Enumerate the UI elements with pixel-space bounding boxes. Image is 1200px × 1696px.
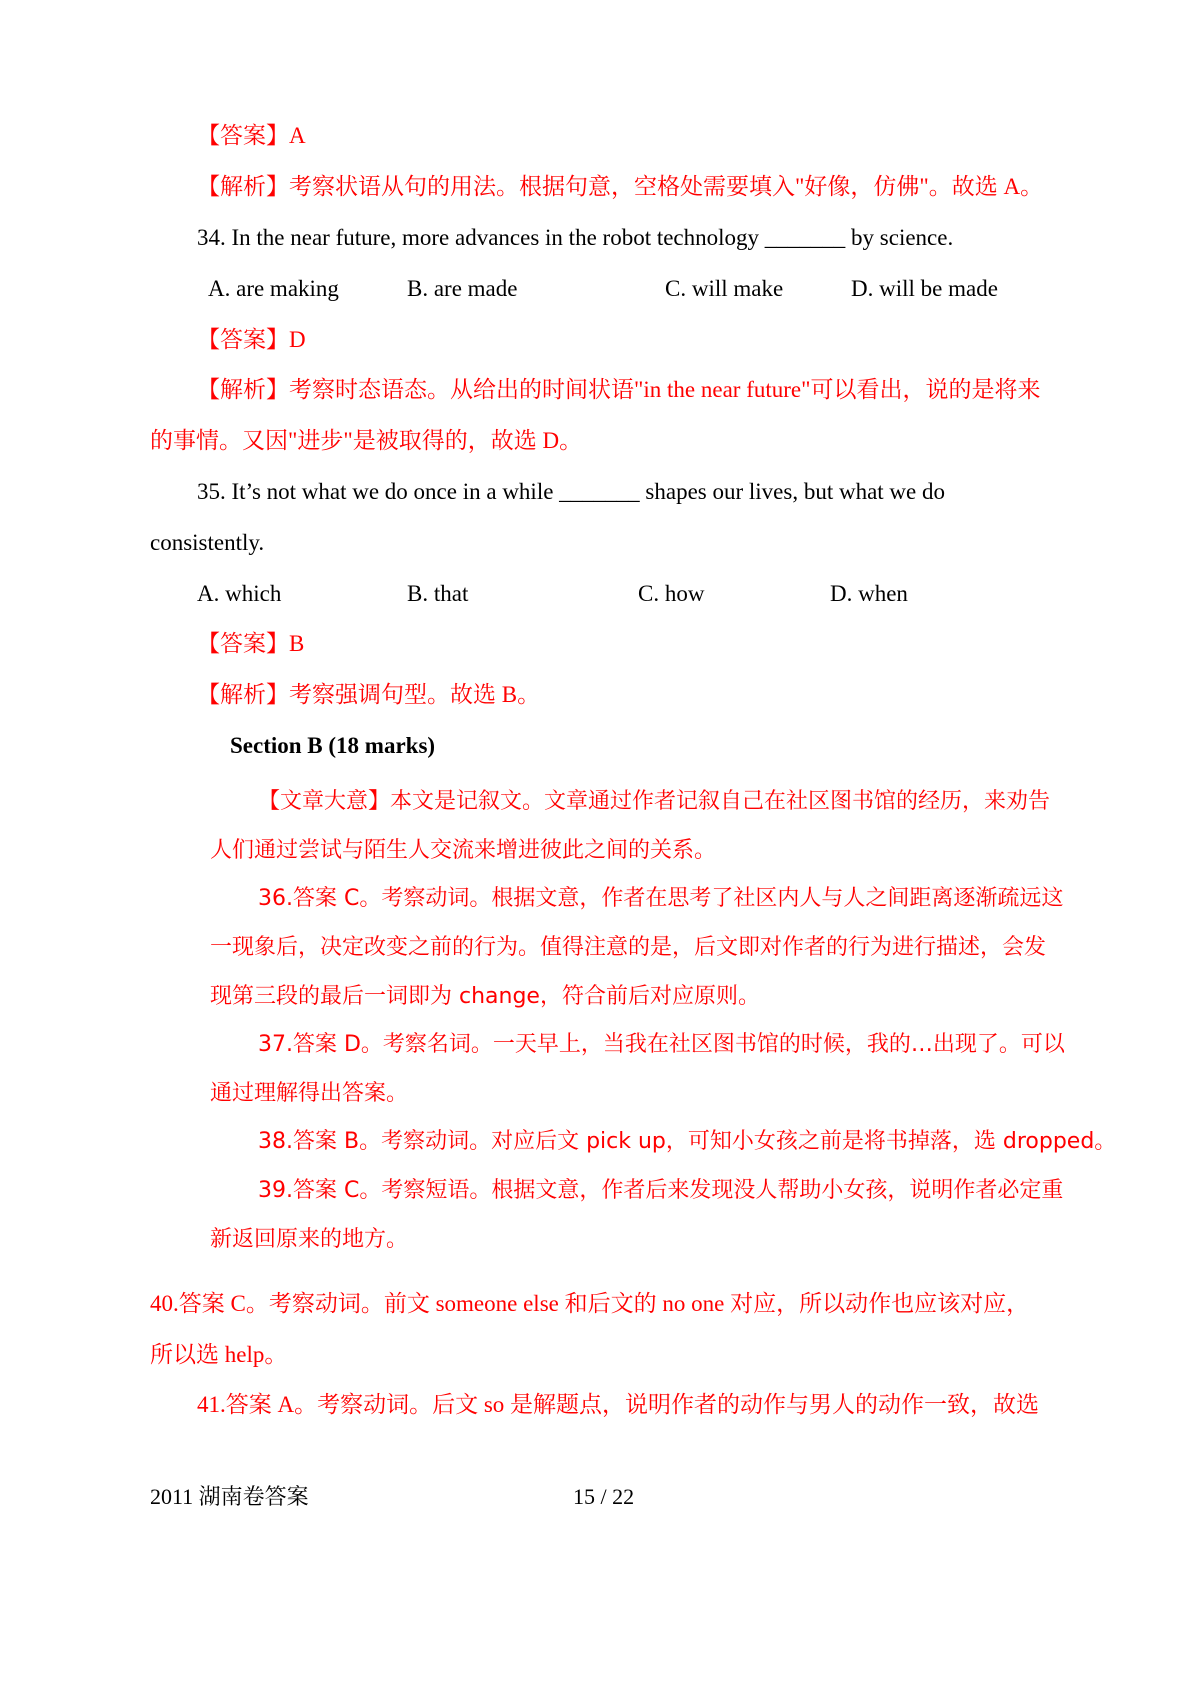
answer-38: 38.答案 B。考察动词。对应后文 pick up，可知小女孩之前是将书掉落，选 dropped。 — [258, 1129, 1117, 1154]
q34-analysis-line2: 的事情。又因"进步"是被取得的，故选 D。 — [150, 428, 583, 453]
q35-option-c: C. how — [638, 581, 705, 606]
answer-36-line3: 现第三段的最后一词即为 change，符合前后对应原则。 — [210, 984, 760, 1009]
section-b-summary-line1: 【文章大意】本文是记叙文。文章通过作者记叙自己在社区图书馆的经历，来劝告 — [258, 789, 1051, 814]
q34-option-d: D. will be made — [851, 276, 998, 301]
q34-analysis-line1: 【解析】考察时态语态。从给出的时间状语"in the near future"可以看出，说的是将来 — [197, 377, 1041, 402]
section-b-heading: Section B (18 marks) — [230, 733, 436, 758]
q35-analysis: 【解析】考察强调句型。故选 B。 — [197, 682, 541, 707]
q34-option-c: C. will make — [665, 276, 784, 301]
answer-37-line1: 37.答案 D。考察名词。一天早上，当我在社区图书馆的时候，我的…出现了。可以 — [258, 1032, 1065, 1057]
answer-39-line2: 新返回原来的地方。 — [210, 1227, 409, 1252]
q34-stem: 34. In the near future, more advances in the robot technology _______ by science. — [197, 225, 954, 250]
answer-36-line1: 36.答案 C。考察动词。根据文意，作者在思考了社区内人与人之间距离逐渐疏远这 — [258, 886, 1064, 911]
answer-41-line1: 41.答案 A。考察动词。后文 so 是解题点，说明作者的动作与男人的动作一致，故选 — [197, 1392, 1040, 1417]
q35-answer: 【答案】B — [197, 631, 305, 656]
q34-option-a: A. are making — [208, 276, 339, 301]
footer-title: 2011 湖南卷答案 — [150, 1484, 309, 1509]
answer-37-line2: 通过理解得出答案。 — [210, 1081, 409, 1106]
q35-option-b: B. that — [407, 581, 469, 606]
q35-stem-line1: 35. It’s not what we do once in a while _______ shapes our lives, but what we do — [197, 479, 946, 504]
q34-option-b: B. are made — [407, 276, 518, 301]
q35-option-a: A. which — [197, 581, 282, 606]
q33-analysis: 【解析】考察状语从句的用法。根据句意，空格处需要填入"好像，仿佛"。故选 A。 — [197, 174, 1044, 199]
page-number: 15 / 22 — [573, 1484, 635, 1509]
q34-answer: 【答案】D — [197, 327, 306, 352]
answer-40-line2: 所以选 help。 — [150, 1342, 288, 1367]
q33-answer: 【答案】A — [197, 123, 306, 148]
answer-40-line1: 40.答案 C。考察动词。前文 someone else 和后文的 no one 对应，所以动作也应该对应， — [150, 1291, 1030, 1316]
answer-36-line2: 一现象后，决定改变之前的行为。值得注意的是，后文即对作者的行为进行描述，会发 — [210, 935, 1047, 960]
q35-stem-line2: consistently. — [150, 530, 265, 555]
answer-39-line1: 39.答案 C。考察短语。根据文意，作者后来发现没人帮助小女孩，说明作者必定重 — [258, 1178, 1064, 1203]
q35-option-d: D. when — [830, 581, 908, 606]
section-b-summary-line2: 人们通过尝试与陌生人交流来增进彼此之间的关系。 — [210, 838, 717, 863]
